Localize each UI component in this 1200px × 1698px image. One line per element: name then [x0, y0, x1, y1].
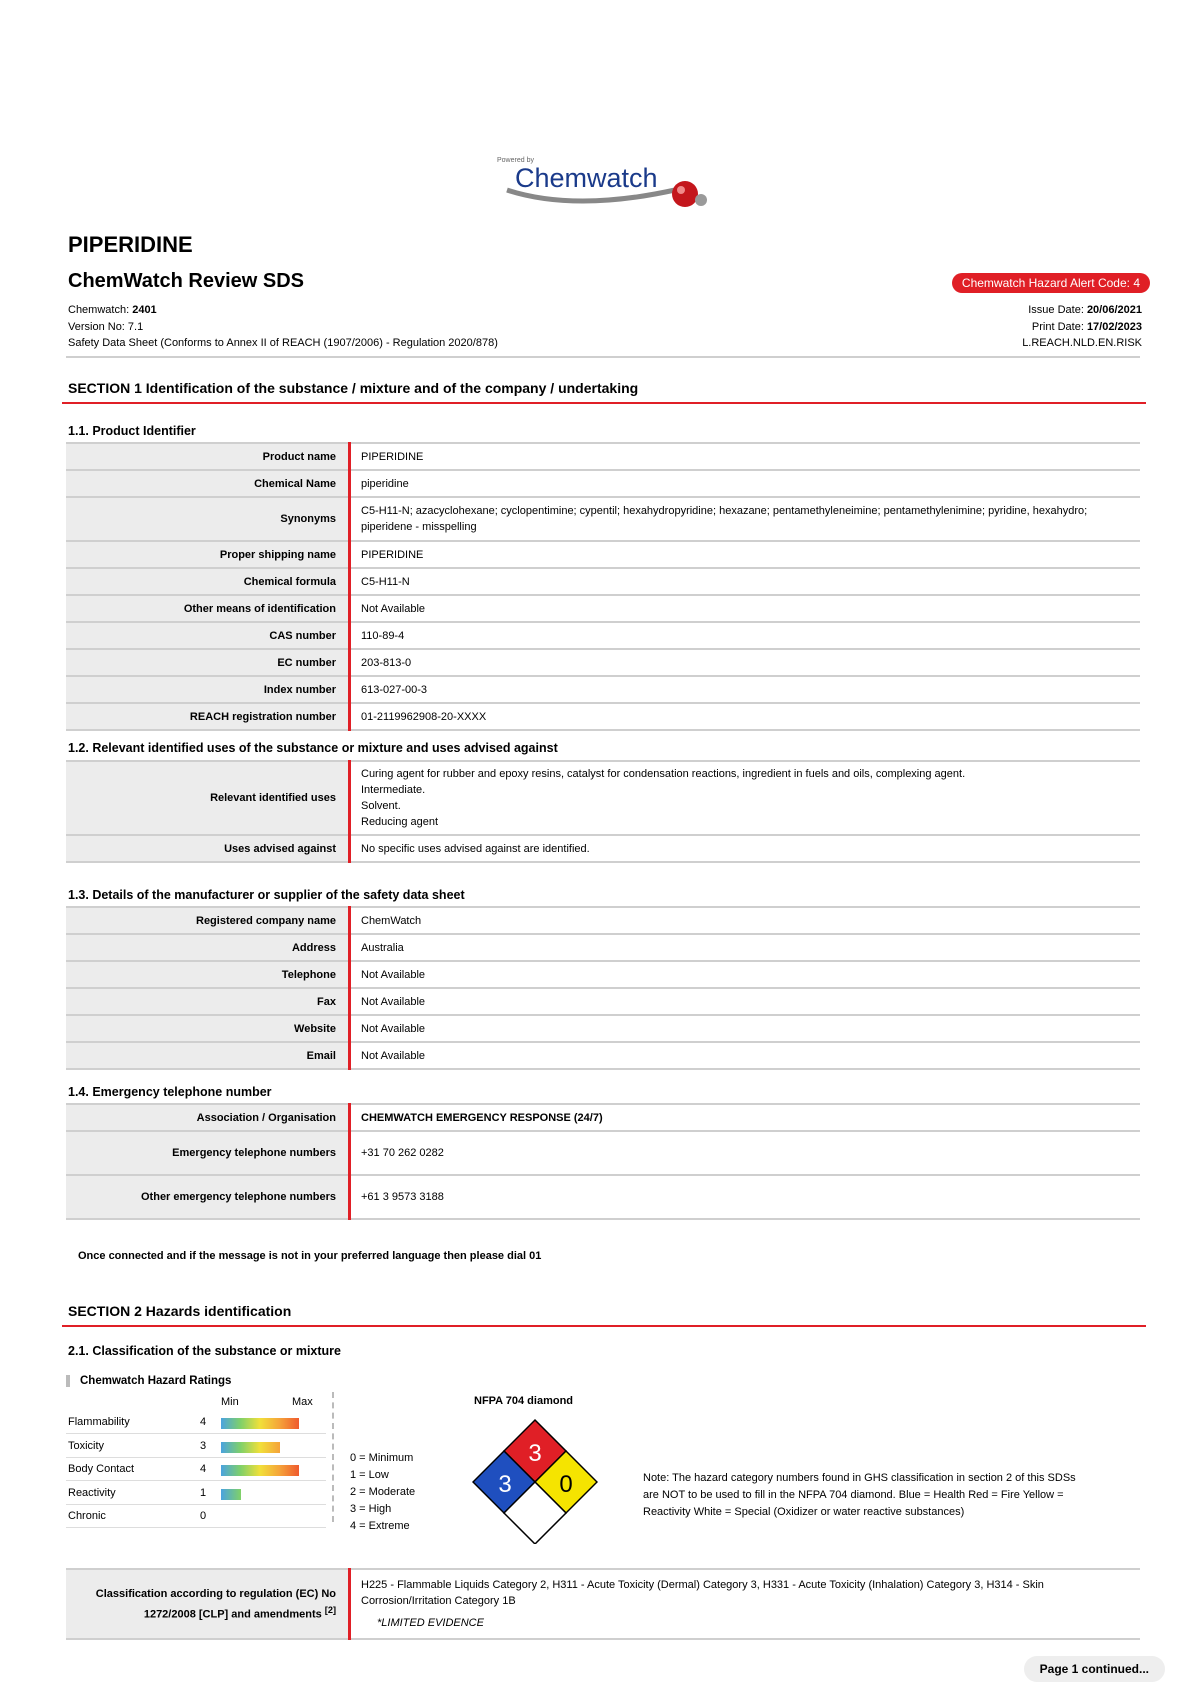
table-row: Relevant identified uses Curing agent for rubber and epoxy resins, catalyst for condensation reactions, ingredient in fuels and oils, complexing agent. Intermediate. Solvent. Reducing agent [66, 761, 1140, 835]
svg-text:Powered by: Powered by [497, 157, 534, 164]
classification-table [66, 1568, 1140, 1640]
identified-uses-table [66, 760, 1140, 863]
table-row: REACH registration number 01-2119962908-20-XXXX [66, 703, 1140, 730]
rating-bar [221, 1489, 241, 1500]
svg-text:Chemwatch: Chemwatch [515, 163, 658, 193]
rating-name: Flammability [68, 1416, 130, 1428]
rating-name: Chronic [68, 1510, 106, 1522]
nfpa-reactivity-value: 0 [559, 1471, 573, 1498]
rating-name: Body Contact [68, 1463, 135, 1475]
product-identifier-table [66, 442, 1140, 731]
table-row: Product name PIPERIDINE [66, 443, 1140, 470]
table-row: Index number 613-027-00-3 [66, 676, 1140, 703]
subsection-1-4-title: 1.4. Emergency telephone number [68, 1085, 272, 1099]
meta-right: Issue Date: 20/06/2021 Print Date: 17/02/2023 L.REACH.NLD.EN.RISK [1022, 304, 1142, 349]
section-1-rule [62, 402, 1146, 404]
ratings-divider [332, 1392, 334, 1522]
table-row: Website Not Available [66, 1015, 1140, 1042]
table-row: Proper shipping name PIPERIDINE [66, 541, 1140, 568]
rating-value: 1 [200, 1486, 207, 1499]
min-label: Min [221, 1396, 239, 1408]
divider [66, 356, 1140, 358]
rating-value: 3 [200, 1439, 207, 1452]
table-row: Other means of identification Not Available [66, 595, 1140, 622]
language-note: Once connected and if the message is not in your preferred language then please dial 01 [78, 1250, 542, 1262]
table-row: CAS number 110-89-4 [66, 622, 1140, 649]
table-row: Fax Not Available [66, 988, 1140, 1015]
table-row: Chemical formula C5-H11-N [66, 568, 1140, 595]
rating-row-divider [66, 1433, 326, 1434]
table-row: EC number 203-813-0 [66, 649, 1140, 676]
emergency-phone-table [66, 1103, 1140, 1220]
subsection-2-1-title: 2.1. Classification of the substance or mixture [68, 1344, 341, 1358]
table-row: Email Not Available [66, 1042, 1140, 1069]
nfpa-diamond [472, 1418, 598, 1544]
section-1-title: SECTION 1 Identification of the substance / mixture and of the company / undertaking [68, 380, 639, 396]
table-row: Emergency telephone numbers +31 70 262 0282 [66, 1131, 1140, 1175]
chemwatch-logo [495, 152, 725, 214]
rating-name: Reactivity [68, 1486, 116, 1499]
nfpa-fire-value: 3 [528, 1440, 542, 1467]
page-indicator: Page 1 continued... [1024, 1656, 1165, 1682]
table-row: Other emergency telephone numbers +61 3 9573 3188 [66, 1175, 1140, 1219]
product-title: PIPERIDINE [68, 232, 193, 257]
section-2-title: SECTION 2 Hazards identification [68, 1303, 292, 1319]
nfpa-title: NFPA 704 diamond [474, 1395, 574, 1407]
hazard-ratings-title: Chemwatch Hazard Ratings [66, 1375, 231, 1387]
rating-row-divider [66, 1504, 326, 1505]
hazard-alert-badge: Chemwatch Hazard Alert Code: 4 [952, 273, 1150, 293]
table-row: Registered company name ChemWatch [66, 907, 1140, 934]
table-row: Association / Organisation CHEMWATCH EMERGENCY RESPONSE (24/7) [66, 1104, 1140, 1131]
rating-row-divider [66, 1480, 326, 1481]
nfpa-health-value: 3 [498, 1471, 512, 1498]
table-row: Classification according to regulation (EC) No 1272/2008 [CLP] and amendments [2] H225 - Flammable Liquids Category 2, H311 - Acute Toxicity (Dermal) Category 3, H331 - Acute Toxicity (Inhalation) Category 3, H314 - Skin Corrosion/Irritation Category 1B *LIMITED EVIDENCE [66, 1569, 1140, 1639]
nfpa-note: Note: The hazard category numbers found in GHS classification in section 2 of this SDSs are NOT to be used to fill in the NFPA 704 diamond. Blue = Health Red = Fire Yellow = Reactivity White = Special (Oxidizer or water reactive substances) [643, 1472, 1076, 1518]
rating-value: 0 [200, 1510, 207, 1522]
rating-row-divider [66, 1527, 326, 1528]
rating-bar [221, 1442, 280, 1453]
document-subtitle: ChemWatch Review SDS [68, 270, 304, 292]
supplier-details-table [66, 906, 1140, 1070]
subsection-1-1-title: 1.1. Product Identifier [68, 424, 196, 438]
table-row: Telephone Not Available [66, 961, 1140, 988]
subsection-1-3-title: 1.3. Details of the manufacturer or supplier of the safety data sheet [68, 888, 465, 902]
subsection-1-2-title: 1.2. Relevant identified uses of the substance or mixture and uses advised against [68, 741, 558, 755]
rating-row-divider [66, 1457, 326, 1458]
rating-bar [221, 1418, 299, 1429]
table-row: Synonyms C5-H11-N; azacyclohexane; cyclopentimine; cypentil; hexahydropyridine; hexazane; pentamethyleneimine; pentamethylenimine; pyridine, hexahydro; piperidene - misspelling [66, 497, 1140, 541]
rating-value: 4 [200, 1463, 207, 1475]
max-label: Max [292, 1396, 313, 1408]
rating-scale-legend: 0 = Minimum 1 = Low 2 = Moderate 3 = High 4 = Extreme [350, 1452, 416, 1532]
meta-left: Chemwatch: 2401 Version No: 7.1 Safety Data Sheet (Conforms to Annex II of REACH (1907/2006) - Regulation 2020/878) [68, 304, 498, 349]
section-2-rule [62, 1325, 1146, 1327]
table-row: Uses advised against No specific uses advised against are identified. [66, 835, 1140, 862]
rating-value: 4 [200, 1416, 207, 1428]
table-row: Address Australia [66, 934, 1140, 961]
rating-name: Toxicity [68, 1439, 105, 1452]
rating-bar [221, 1465, 299, 1476]
table-row: Chemical Name piperidine [66, 470, 1140, 497]
